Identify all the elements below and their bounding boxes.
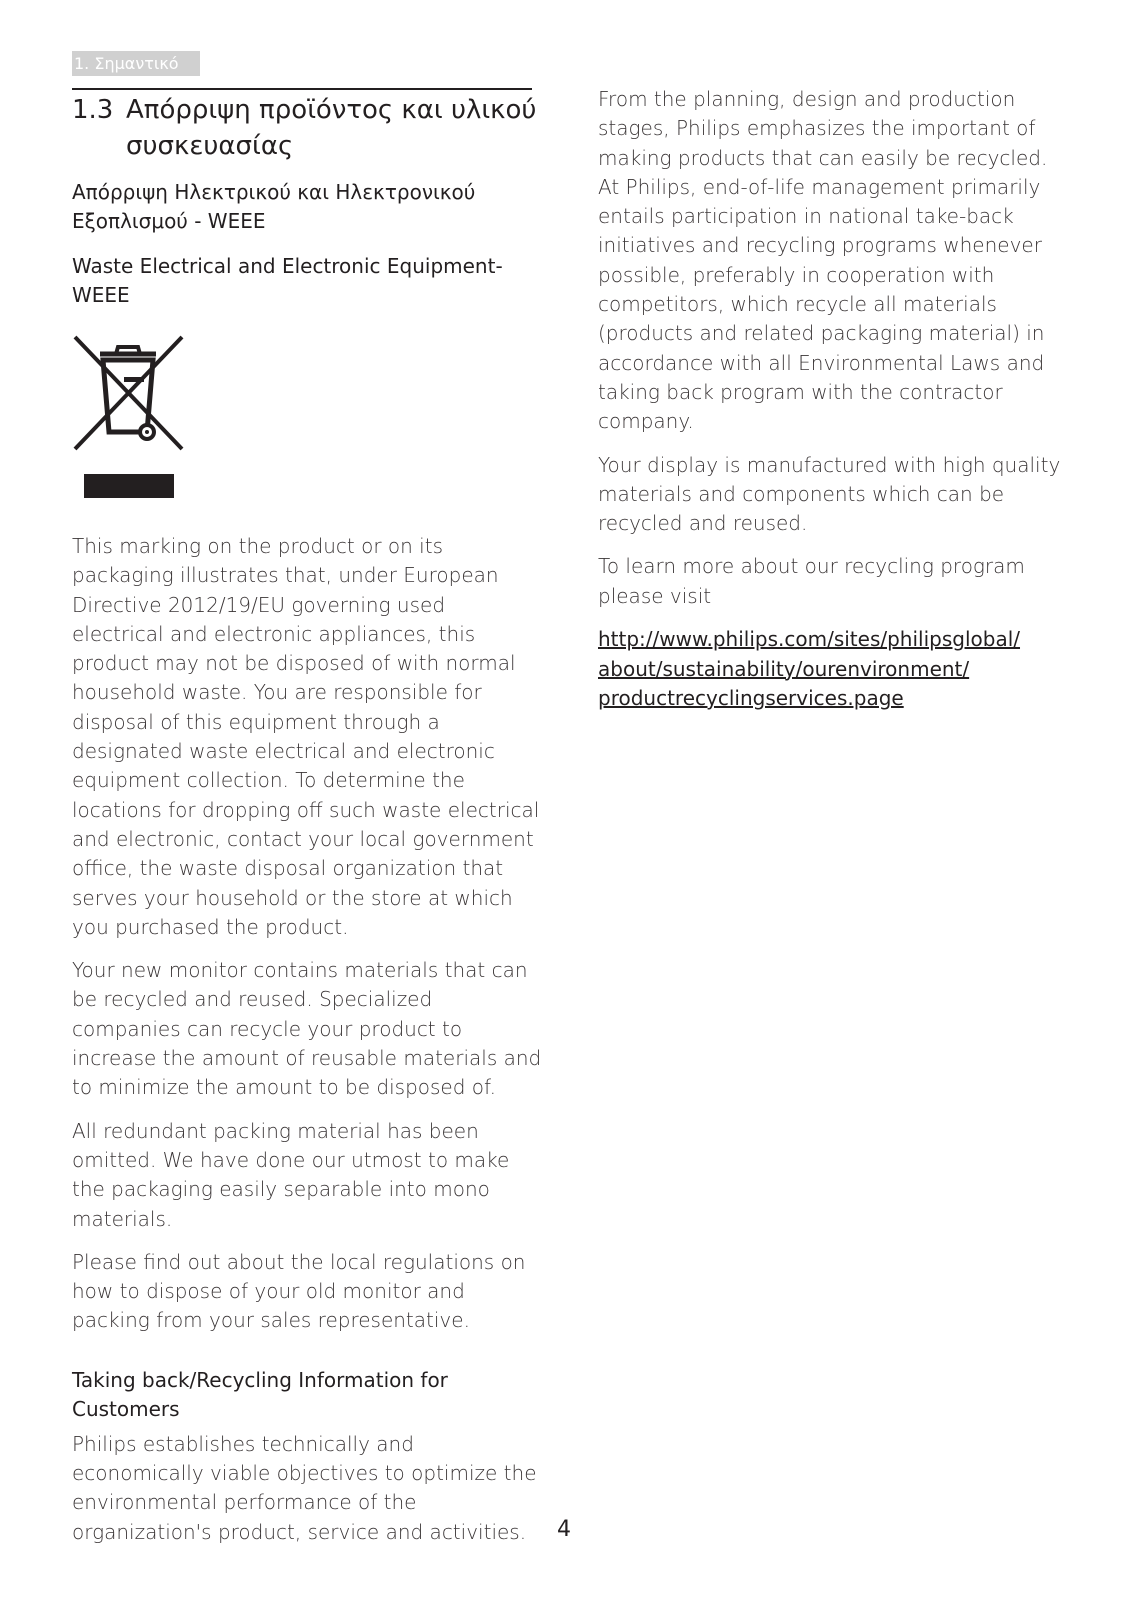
weee-symbol-svg	[72, 332, 187, 502]
page-number: 4	[557, 1517, 571, 1542]
recycling-paragraph-2: Your display is manufactured with high quality materials and components which can be recycled and reused.	[598, 452, 1061, 536]
subheading-takeback: Taking back/Recycling Information for Customers	[72, 1367, 448, 1421]
crossed-out-wheelie-bin-icon	[72, 332, 187, 502]
recycling-link-line-3[interactable]: productrecyclingservices.page	[598, 686, 904, 711]
recycling-link-line-1[interactable]: http://www.philips.com/sites/philipsglobal/	[598, 627, 1021, 652]
subheading-weee-english: Waste Electrical and Electronic Equipment-WEEE	[72, 254, 503, 307]
recycling-paragraph-1: From the planning, design and production stages, Philips emphasizes the important of making products that can easily be recycled. At Philips, end-of-life management primarily entails participation in national take-back initiatives and recycling programs whenever possible, preferably in cooperation with competitors, which recycle all materials (products and related packaging material) in accordance with all Environmental Laws and taking back program with the contractor company.	[598, 87, 1048, 434]
page-title	[72, 92, 542, 164]
left-column	[72, 178, 542, 1561]
weee-paragraph-3: All redundant packing material has been omitted. We have done our utmost to make the packaging easily separable into mono materials.	[72, 1118, 510, 1231]
title-line-1: Απόρριψη προϊόντος και υλικού	[126, 95, 537, 125]
title-line-2: συσκευασίας	[126, 131, 294, 161]
recycling-paragraph-3: To learn more about our recycling program please visit	[598, 554, 1025, 608]
recycling-link-line-2[interactable]: about/sustainability/ourenvironment/	[598, 656, 970, 681]
recycling-link[interactable]	[598, 625, 1068, 714]
weee-paragraph-2: Your new monitor contains materials that can be recycled and reused. Specialized companies can recycle your product to increase the amount of reusable materials and to minimize the amount to be disposed of.	[72, 958, 542, 1100]
section-number: 1.3	[72, 95, 114, 125]
heading-rule	[72, 88, 532, 90]
right-column	[598, 85, 1068, 714]
subheading-weee-greek: Απόρριψη Ηλεκτρικού και Ηλεκτρονικού Εξοπλισμού - WEEE	[72, 180, 476, 233]
takeback-paragraph: Philips establishes technically and economically viable objectives to optimize the environmental performance of the organization's product, service and activities.	[72, 1431, 537, 1544]
weee-paragraph-1: This marking on the product or on its packaging illustrates that, under European Directive 2012/19/EU governing used electrical and electronic appliances, this product may not be disposed of with normal household waste. You are responsible for disposal of this equipment through a designated waste electrical and electronic equipment collection. To determine the locations for dropping off such waste electrical and electronic, contact your local government office, the waste disposal organization that serves your household or the store at which you purchased the product.	[72, 534, 540, 939]
section-tab: 1. Σημαντικό	[72, 51, 200, 76]
weee-paragraph-4: Please find out about the local regulations on how to dispose of your old monitor and packing from your sales representative.	[72, 1249, 526, 1333]
